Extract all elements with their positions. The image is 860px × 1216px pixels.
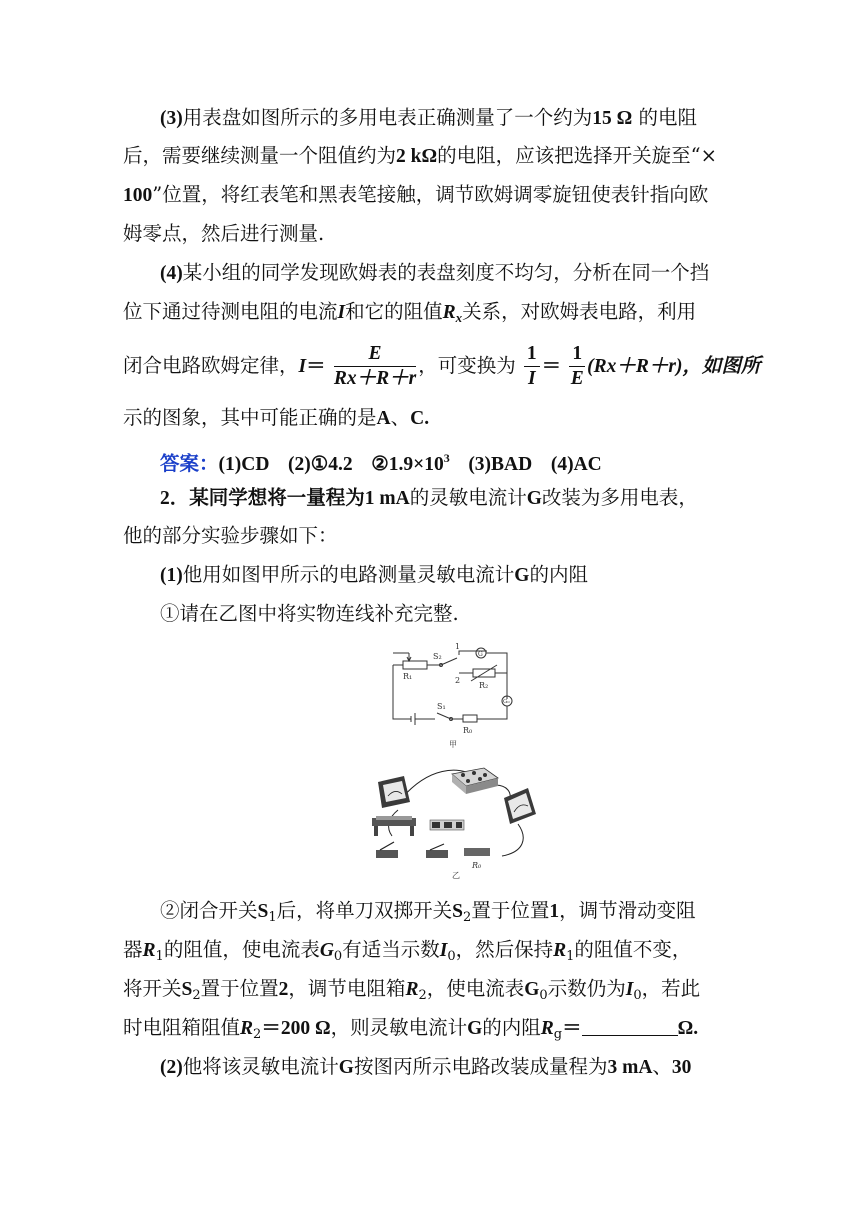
q4-line1: (4)某小组的同学发现欧姆表的表盘刻度不均匀，分析在同一个挡	[160, 261, 710, 284]
rheostat-r1	[403, 661, 427, 669]
fraction-one-over-e: $\frac{1}{E}$	[570, 343, 584, 389]
svg-text:1: 1	[455, 643, 461, 651]
q2b-line4: 时电阻箱阻值$R_2=200$ Ω，则灵敏电流计G的内阻$R_g= \Omega$.	[123, 1016, 699, 1042]
q2-line4: ①请在乙图中将实物连线补充完整.	[160, 602, 459, 625]
apparatus-figure-yi	[368, 758, 544, 880]
svg-text:G: G	[478, 651, 483, 658]
q3-line2: 后，需要继续测量一个阻值约为2 kΩ的电阻，应该把选择开关旋至“×	[123, 144, 717, 167]
svg-text:R₀: R₀	[472, 861, 482, 870]
q2-line2: 他的部分实验步骤如下：	[123, 524, 338, 547]
svg-text:甲: 甲	[449, 740, 457, 749]
resistor-r0-phys	[464, 848, 490, 856]
answer-line: 答案：(1)CD (2)①4.2 $②1.9\times 10^3$ (3)BAD (4)AC	[160, 451, 602, 475]
galvanometer-left	[378, 776, 410, 808]
resistor-r0	[463, 715, 477, 722]
circuit-diagram-jia	[385, 643, 521, 753]
q3-line3: 100”位置，将红表笔和黑表笔接触，调节欧姆调零旋钮使表针指向欧	[123, 183, 709, 206]
battery	[430, 820, 464, 830]
q2c-line1: (2)他将该灵敏电流计G按图丙所示电路改装成量程为3 mA、30	[160, 1055, 692, 1078]
svg-text:R₀: R₀	[463, 726, 473, 735]
svg-text:G₀: G₀	[503, 699, 510, 705]
fraction-one-over-i: $\frac{1}{I}$	[524, 342, 540, 391]
resistance-box	[452, 768, 498, 794]
switch-s1-phys	[426, 844, 448, 858]
q2b-line2: 器$R_1$的阻值，使电流表$G_0$有适当示数$I_0$，然后保持$R_1$的阻值不变，	[123, 938, 692, 964]
answer-blank[interactable]	[582, 1017, 678, 1036]
svg-text:R₂: R₂	[479, 681, 489, 690]
answer-label: 答案：	[160, 452, 219, 475]
svg-text:乙: 乙	[452, 871, 460, 880]
svg-text:2: 2	[455, 676, 461, 685]
rheostat	[372, 816, 416, 836]
q4-line4: 示的图象，其中可能正确的是A、C.	[123, 406, 430, 429]
q2b-line3: 将开关$S_2$置于位置2，调节电阻箱$R_2$，使电流表$G_0$示数仍为$I_0$，若此	[123, 977, 701, 1003]
q2-line1: 2．某同学想将一量程为1 mA的灵敏电流计G改装为多用电表，	[160, 486, 698, 509]
q4-line3: 闭合电路欧姆定律，I＝ $\frac{E}{Rx+R+r}$ ，可变换为 $\frac{1}{I}$ ＝ $\frac{1}{E}$ (Rx＋R＋r)，如图所	[123, 343, 761, 389]
q2b-line1: ②闭合开关$S_1$后，将单刀双掷开关$S_2$置于位置1，调节滑动变阻	[160, 899, 696, 925]
svg-text:S₁: S₁	[437, 702, 446, 711]
q4-line2: 位下通过待测电阻的电流I和它的阻值$R_x$关系，对欧姆表电路，利用	[123, 300, 697, 325]
q3-line1: (3)用表盘如图所示的多用电表正确测量了一个约为15 Ω 的电阻	[160, 106, 697, 129]
fraction-e-over-sum: $\frac{E}{Rx+R+r}$	[333, 343, 417, 389]
svg-text:R₁: R₁	[403, 672, 413, 681]
switch-s2-phys	[376, 842, 398, 858]
q2-line3: (1)他用如图甲所示的电路测量灵敏电流计G的内阻	[160, 563, 588, 586]
svg-text:S₂: S₂	[433, 652, 442, 661]
q3-line4: 姆零点，然后进行测量.	[123, 222, 325, 245]
galvanometer-right	[504, 788, 536, 824]
